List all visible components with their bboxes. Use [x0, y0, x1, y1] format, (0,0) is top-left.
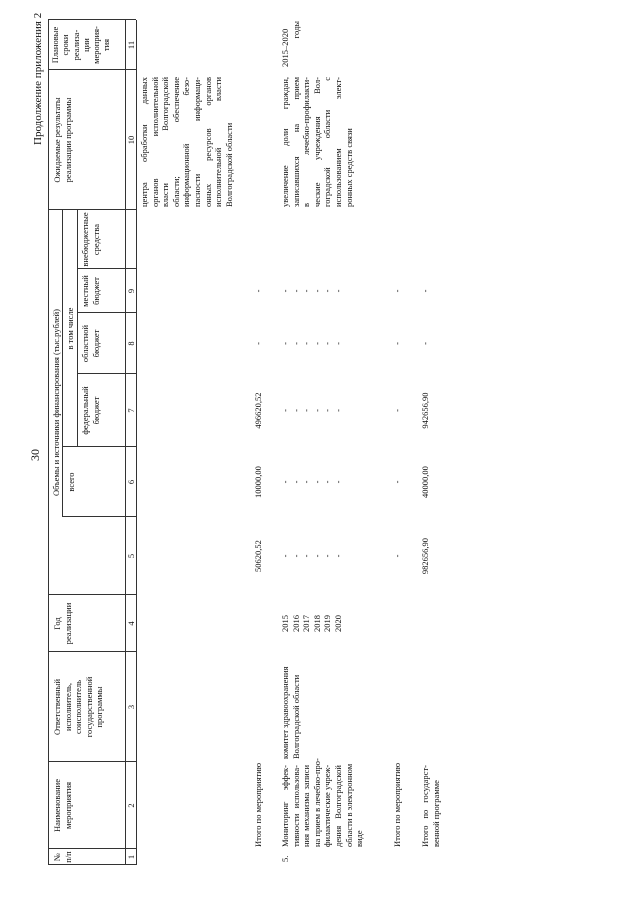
header-results: Ожидаемые результаты реализации программы	[52, 97, 73, 183]
header-offbudget: внебюджетные средства	[80, 212, 101, 267]
header-year: Год реализации	[52, 602, 73, 645]
column-number-5: 5	[126, 553, 136, 559]
header-regional: областной бюджет	[80, 324, 101, 363]
cell-local-by-year: - - - - - -	[280, 342, 343, 345]
appendix-caption: Продолжение приложения 2	[32, 12, 44, 145]
cell-local: -	[253, 342, 263, 345]
page-number: 30	[28, 449, 42, 461]
header-terms: Плановые сроки реализа- ции мероприя- тия	[50, 26, 112, 64]
column-number-6: 6	[126, 479, 136, 485]
activity-name: Мониторинг эффек- тивности использова- ния механизма записи на прием в лечебно-про- филактические учреж- дения Волгоградской области в электронном виде	[280, 758, 365, 847]
cell-offbudget-by-year: - - - - - -	[280, 289, 343, 293]
column-number-11: 11	[126, 40, 136, 50]
column-number-3: 3	[126, 704, 136, 710]
activity-terms: 2015–2020 годы	[280, 21, 301, 67]
cell-local: -	[420, 342, 430, 345]
cell-offbudget: -	[392, 289, 402, 293]
cell-federal: -	[392, 480, 402, 484]
column-number-8: 8	[126, 341, 136, 346]
activity-years: 2015 2016 2017 2018 2019 2020	[280, 615, 343, 632]
header-num: № п/п	[52, 851, 73, 863]
cell-offbudget: -	[420, 289, 430, 293]
row-number: 5.	[280, 855, 290, 862]
cell-regional: 496620,52	[253, 392, 263, 429]
cell-regional: 942656,90	[420, 392, 430, 429]
activity-result: увеличение доли граждан, записавшихся на прием в лечебно-профилакти- ческие учреждения Вол- гоградской области с использованием элект- ронных средств связи	[280, 77, 354, 207]
column-number-9: 9	[126, 288, 136, 294]
header-funding: Объемы и источники финансирования (тыс.рублей)	[51, 309, 61, 496]
cell-regional: -	[392, 409, 402, 412]
header-federal: федеральный бюджет	[80, 386, 101, 435]
header-total: всего	[66, 472, 76, 492]
cell-federal: 40000,00	[420, 466, 430, 498]
header-name: Наименование мероприятия	[52, 779, 73, 832]
cell-regional-by-year: - - - - - -	[280, 409, 343, 412]
activity-responsible: комитет здравоохранения Волгоградской области	[280, 666, 301, 759]
column-number-4: 4	[126, 621, 136, 626]
row-label: Итого по мероприятию	[253, 762, 263, 847]
continued-result-text: центра обработки данных органов исполнительной власти Волгоградской области; обеспечение информационной безо- пасности информаци- онных ресурсов органов исполнительной власти Волгоградской области	[139, 77, 234, 207]
cell-federal-by-year: - - - - - -	[280, 480, 343, 484]
row-label: Итого по мероприятию	[392, 762, 402, 847]
column-number-1: 1	[126, 854, 136, 860]
row-label: Итого по государст- венной программе	[420, 765, 441, 847]
cell-local: -	[392, 342, 402, 345]
header-local: местный бюджет	[80, 275, 101, 307]
cell-total-by-year: - - - - - -	[280, 554, 343, 558]
column-number-2: 2	[126, 803, 136, 808]
column-number-10: 10	[126, 135, 136, 145]
cell-total: 50620,52	[253, 540, 263, 572]
cell-total: -	[392, 554, 402, 558]
header-responsible: Ответственный исполнитель, соисполнитель государственной программы	[52, 676, 105, 738]
cell-total: 982656,90	[420, 537, 430, 575]
header-including: в том числе	[65, 307, 75, 350]
column-number-7: 7	[126, 408, 136, 413]
cell-federal: 10000,00	[253, 466, 263, 498]
cell-offbudget: -	[253, 289, 263, 293]
